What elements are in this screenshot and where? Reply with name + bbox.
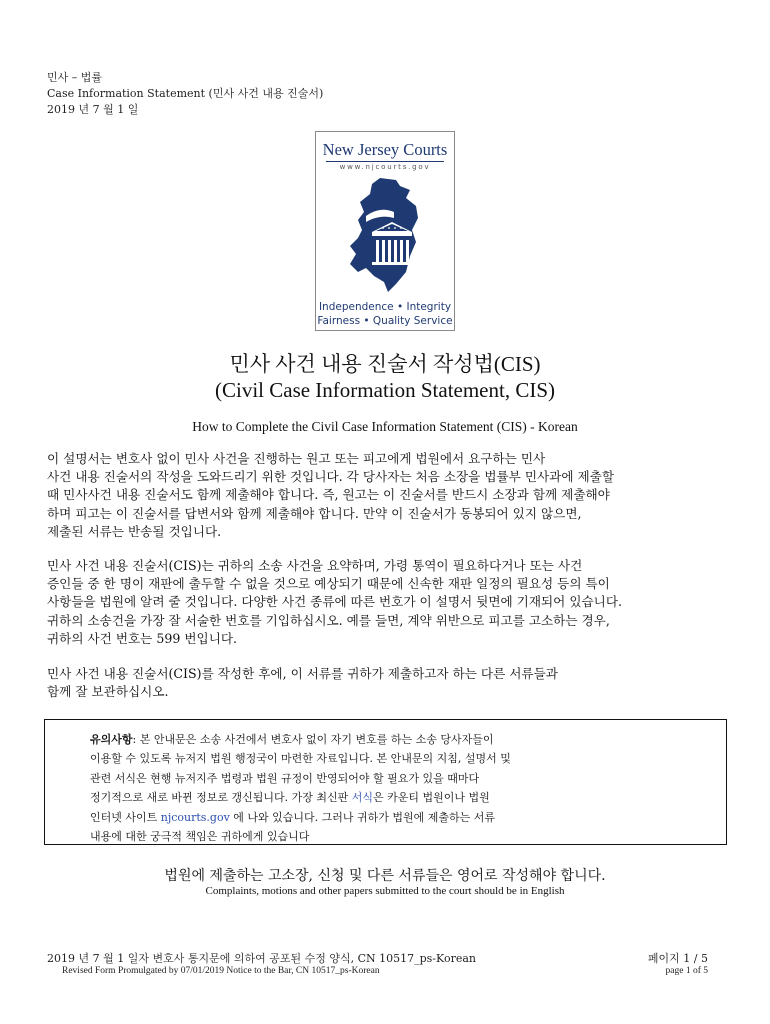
notice-line4-text-a: 정기적으로 새로 바뀐 정보로 갱신됩니다. 가장 최신판 [90,791,352,805]
notice-label: 유의사항 [90,733,133,746]
paragraph-line: 사항들을 법원에 알려 줄 것입니다. 다양한 사건 종류에 따른 번호가 이 설명서 뒷면에 기재되어 있습니다. [47,594,623,610]
notice-line: 이용할 수 있도록 뉴저지 법원 행정국이 마련한 자료입니다. 본 안내문의 지침, 설명서 및 [90,752,511,766]
paragraph-line: 귀하의 사건 번호는 599 번입니다. [47,630,238,646]
notice-line [90,730,511,749]
footer-form-info-korean: 2019 년 7 월 1 일자 변호사 통지문에 의하여 공포된 수정 양식, CN 10517_ps-Korean [47,952,476,965]
paragraph-line: 귀하의 소송건을 가장 잘 서술한 번호를 기입하십시오. 예를 들면, 계약 위반으로 피고를 고소하는 경우, [47,612,610,628]
logo-url: www.njcourts.gov [339,163,431,171]
paragraph-line: 함께 잘 보관하십시오. [47,684,169,700]
logo-motto [316,300,454,328]
header-form-name: Case Information Statement (민사 사건 내용 진술서) [47,87,324,100]
logo-motto-line1: Independence • Integrity [318,301,452,313]
notice-box [44,719,727,845]
logo-title: New Jersey Courts [322,140,448,159]
footer-page-number-korean: 페이지 1 / 5 [647,952,708,965]
nj-state-emblem-icon [336,176,436,294]
logo-divider [326,161,444,162]
document-header [47,70,323,118]
header-category: 민사 – 법률 [47,71,102,84]
forms-link[interactable]: 서식 [351,791,374,805]
notice-line: 관련 서식은 현행 뉴저지주 법령과 법원 규정이 반영되어야 할 필요가 있을 때마다 [90,771,480,785]
nj-courts-logo [315,131,455,331]
paragraph-line: 하며 피고는 이 진술서를 답변서와 함께 제출해야 합니다. 만약 이 진술서가 동봉되어 있지 않으면, [47,505,582,521]
english-requirement-korean: 법원에 제출하는 고소장, 신청 및 다른 서류들은 영어로 작성해야 합니다. [164,868,606,884]
page-subtitle: How to Complete the Civil Case Information Statement (CIS) - Korean [192,419,578,434]
notice-line [90,788,511,807]
notice-line5-text-a: 인터넷 사이트 [90,810,161,824]
notice-line [90,808,511,827]
header-date: 2019 년 7 월 1 일 [47,103,139,116]
paragraph-line: 민사 사건 내용 진술서(CIS)를 작성한 후에, 이 서류를 귀하가 제출하고자 하는 다른 서류들과 [47,666,558,681]
cis-summary-paragraph [47,557,727,648]
notice-line5-text-b: 에 나와 있습니다. 그러나 귀하가 법원에 제출하는 서류 [229,810,496,824]
keep-copy-paragraph [47,665,727,701]
footer-form-info-english: Revised Form Promulgated by 07/01/2019 Notice to the Bar, CN 10517_ps-Korean [62,966,380,976]
intro-paragraph [47,450,727,541]
paragraph-line: 사건 내용 진술서의 작성을 도와드리기 위한 것입니다. 각 당사자는 처음 소장을 법률부 민사과에 제출할 [47,469,614,485]
notice-line: 내용에 대한 궁극적 책임은 귀하에게 있습니다 [90,830,310,844]
paragraph-line: 제출된 서류는 반송될 것입니다. [47,523,222,539]
notice-line1-text: : 본 안내문은 소송 사건에서 변호사 없이 자기 변호를 하는 소송 당사자들이 [132,733,494,746]
paragraph-line: 민사 사건 내용 진술서(CIS)는 귀하의 소송 사건을 요약하며, 가령 통역이 필요하다거나 또는 사건 [47,558,583,573]
paragraph-line: 증인들 중 한 명이 재판에 출두할 수 없을 것으로 예상되기 때문에 신속한 재판 일정의 필요성 등의 특이 [47,576,610,592]
njcourts-link[interactable]: njcourts.gov [160,810,230,824]
paragraph-line: 때 민사사건 내용 진술서도 함께 제출해야 합니다. 즉, 원고는 이 진술서를 반드시 소장과 함께 제출해야 [47,487,610,503]
english-requirement-english: Complaints, motions and other papers submitted to the court should be in English [205,885,565,897]
notice-text [90,730,511,846]
footer-page-number-english: page 1 of 5 [665,966,708,976]
logo-motto-line2: Fairness • Quality Service [317,315,453,327]
notice-line4-text-b: 은 카운티 법원이나 법원 [373,791,490,805]
paragraph-line: 이 설명서는 변호사 없이 민사 사건을 진행하는 원고 또는 피고에게 법원에서 요구하는 민사 [47,451,546,466]
page-title-english: (Civil Case Information Statement, CIS) [214,378,556,402]
page-title-korean: 민사 사건 내용 진술서 작성법(CIS) [229,352,541,376]
